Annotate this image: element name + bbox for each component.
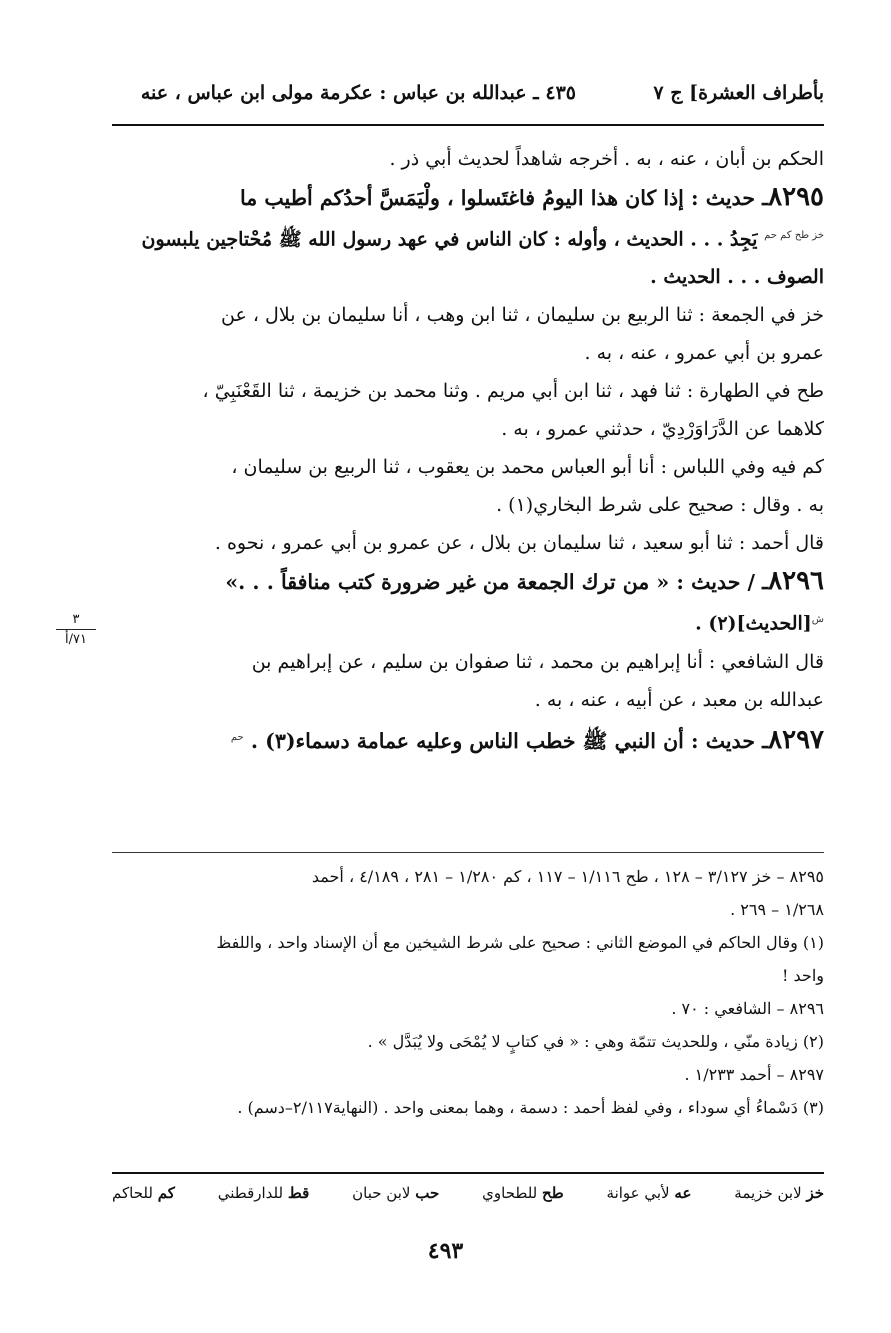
text-line: قال الشافعي : أنا إبراهيم بن محمد ، ثنا صفوان بن سليم ، عن إبراهيم بن [251, 650, 824, 673]
footnote-line: ١/٢٦٨ – ٢٦٩ . [730, 900, 824, 919]
margin-note-bottom: ٧١/أ [65, 632, 87, 647]
hadith-label: ـ حديث [705, 186, 769, 210]
hadith-8296-heading [112, 562, 824, 601]
footnote-line: واحد ! [782, 966, 824, 985]
abbreviation-legend [112, 1184, 824, 1202]
hadith-number: ٨٢٩٥ [768, 182, 824, 212]
footnote-line: ٨٢٩٦ – الشافعي : ٧٠ . [671, 999, 824, 1018]
hadith-number: ٨٢٩٦ [768, 566, 824, 597]
hadith-sigla: خز طح كم حم [764, 230, 824, 241]
header-rule [112, 124, 824, 126]
margin-folio-note [56, 612, 96, 647]
header-volume-title: بأطراف العشرة] ج ٧ [653, 82, 824, 104]
footnote-separator [112, 852, 824, 853]
hadith-text: : أن النبي ﷺ خطب الناس وعليه عمامة دسماء(٣) . [250, 728, 699, 753]
text-line: طح في الطهارة : ثنا فهد ، ثنا ابن أبي مريم . وثنا محمد بن خزيمة ، ثنا القَعْنَبِيّ ، [202, 380, 824, 403]
footnotes [112, 860, 824, 1124]
hadith-8295-heading [112, 178, 824, 217]
legend-item: حب لابن حبان [352, 1184, 440, 1202]
legend-item: طح للطحاوي [482, 1184, 564, 1202]
footnote-line: ٨٢٩٧ – أحمد ١/٢٣٣ . [684, 1065, 824, 1084]
legend-item: عه لأبي عوانة [606, 1184, 692, 1202]
text-line: الحكم بن أبان ، عنه ، به . أخرجه شاهداً لحديث أبي ذر . [389, 148, 824, 170]
hadith-text: : إذا كان هذا اليومُ فاغتَسلوا ، ولْيَمَسَّ أحدُكم أطيب ما [240, 186, 699, 210]
hadith-sigla: ش [811, 614, 824, 626]
footnote-line: (٣) دَسْماءُ أي سوداء ، وفي لفظ أحمد : دسمة ، وهما بمعنى واحد . (النهاية٢/١١٧–دسم) . [237, 1098, 824, 1117]
text-line: به . وقال : صحيح على شرط البخاري(١) . [496, 494, 824, 517]
margin-note-top: ٣ [72, 612, 80, 627]
header-chapter-title: ٤٣٥ ـ عبدالله بن عباس : عكرمة مولى ابن عباس ، عنه [140, 82, 576, 104]
hadith-text: : « من ترك الجمعة من غير ضرورة كتب منافقاً . . .» [225, 570, 684, 595]
legend-item: خز لابن خزيمة [734, 1184, 824, 1202]
text-line: خز في الجمعة : ثنا الربيع بن سليمان ، ثنا ابن وهب ، أنا سليمان بن بلال ، عن [221, 304, 824, 327]
hadith-label: ـ حديث [705, 728, 769, 753]
text-line: عمرو بن أبي عمرو ، عنه ، به . [584, 342, 824, 365]
hadith-sigla: حم [230, 731, 244, 743]
hadith-number: ٨٢٩٧ [768, 724, 824, 755]
hadith-8297-heading [112, 719, 824, 760]
text-line: عبدالله بن معبد ، عن أبيه ، عنه ، به . [534, 688, 824, 711]
page-number: ٤٩٣ [427, 1238, 464, 1264]
hadith-label: ـ / حديث [691, 570, 769, 595]
margin-note-divider [56, 629, 96, 630]
text-line: الصوف . . . الحديث . [650, 266, 824, 289]
legend-item: قط للدارقطني [217, 1184, 310, 1202]
text-line: كم فيه وفي اللباس : أنا أبو العباس محمد بن يعقوب ، ثنا الربيع بن سليمان ، [231, 456, 824, 479]
text-line: $^{خز طح كم حم}$ يَجِدُ . . . الحديث ، وأوله : كان الناس في عهد رسول الله ﷺ مُحْتاجين يلبسون [141, 228, 824, 251]
footnote-line: ٨٢٩٥ – خز ٣/١٢٧ – ١٢٨ ، طح ١/١١٦ – ١١٧ ، كم ١/٢٨٠ – ٢٨١ ، ٤/١٨٩ ، أحمد [311, 867, 824, 886]
footnote-line: (١) وقال الحاكم في الموضع الثاني : صحيح على شرط الشيخين مع أن الإسناد واحد ، واللفظ [216, 933, 824, 952]
text-line: $^ش$[الحديث](٢) . [695, 612, 824, 635]
legend-rule [112, 1172, 824, 1174]
text-line: كلاهما عن الدَّرَاوَرْدِيّ ، حدثني عمرو ، به . [501, 418, 824, 441]
legend-item: كم للحاكم [112, 1184, 175, 1202]
text-line: قال أحمد : ثنا أبو سعيد ، ثنا سليمان بن بلال ، عن عمرو بن أبي عمرو ، نحوه . [214, 532, 824, 555]
running-header [112, 76, 824, 112]
main-text [112, 140, 824, 759]
footnote-line: (٢) زيادة منّي ، وللحديث تتمّة وهي : « في كتابٍ لا يُمْحَى ولا يُبَدَّل » . [367, 1032, 824, 1051]
